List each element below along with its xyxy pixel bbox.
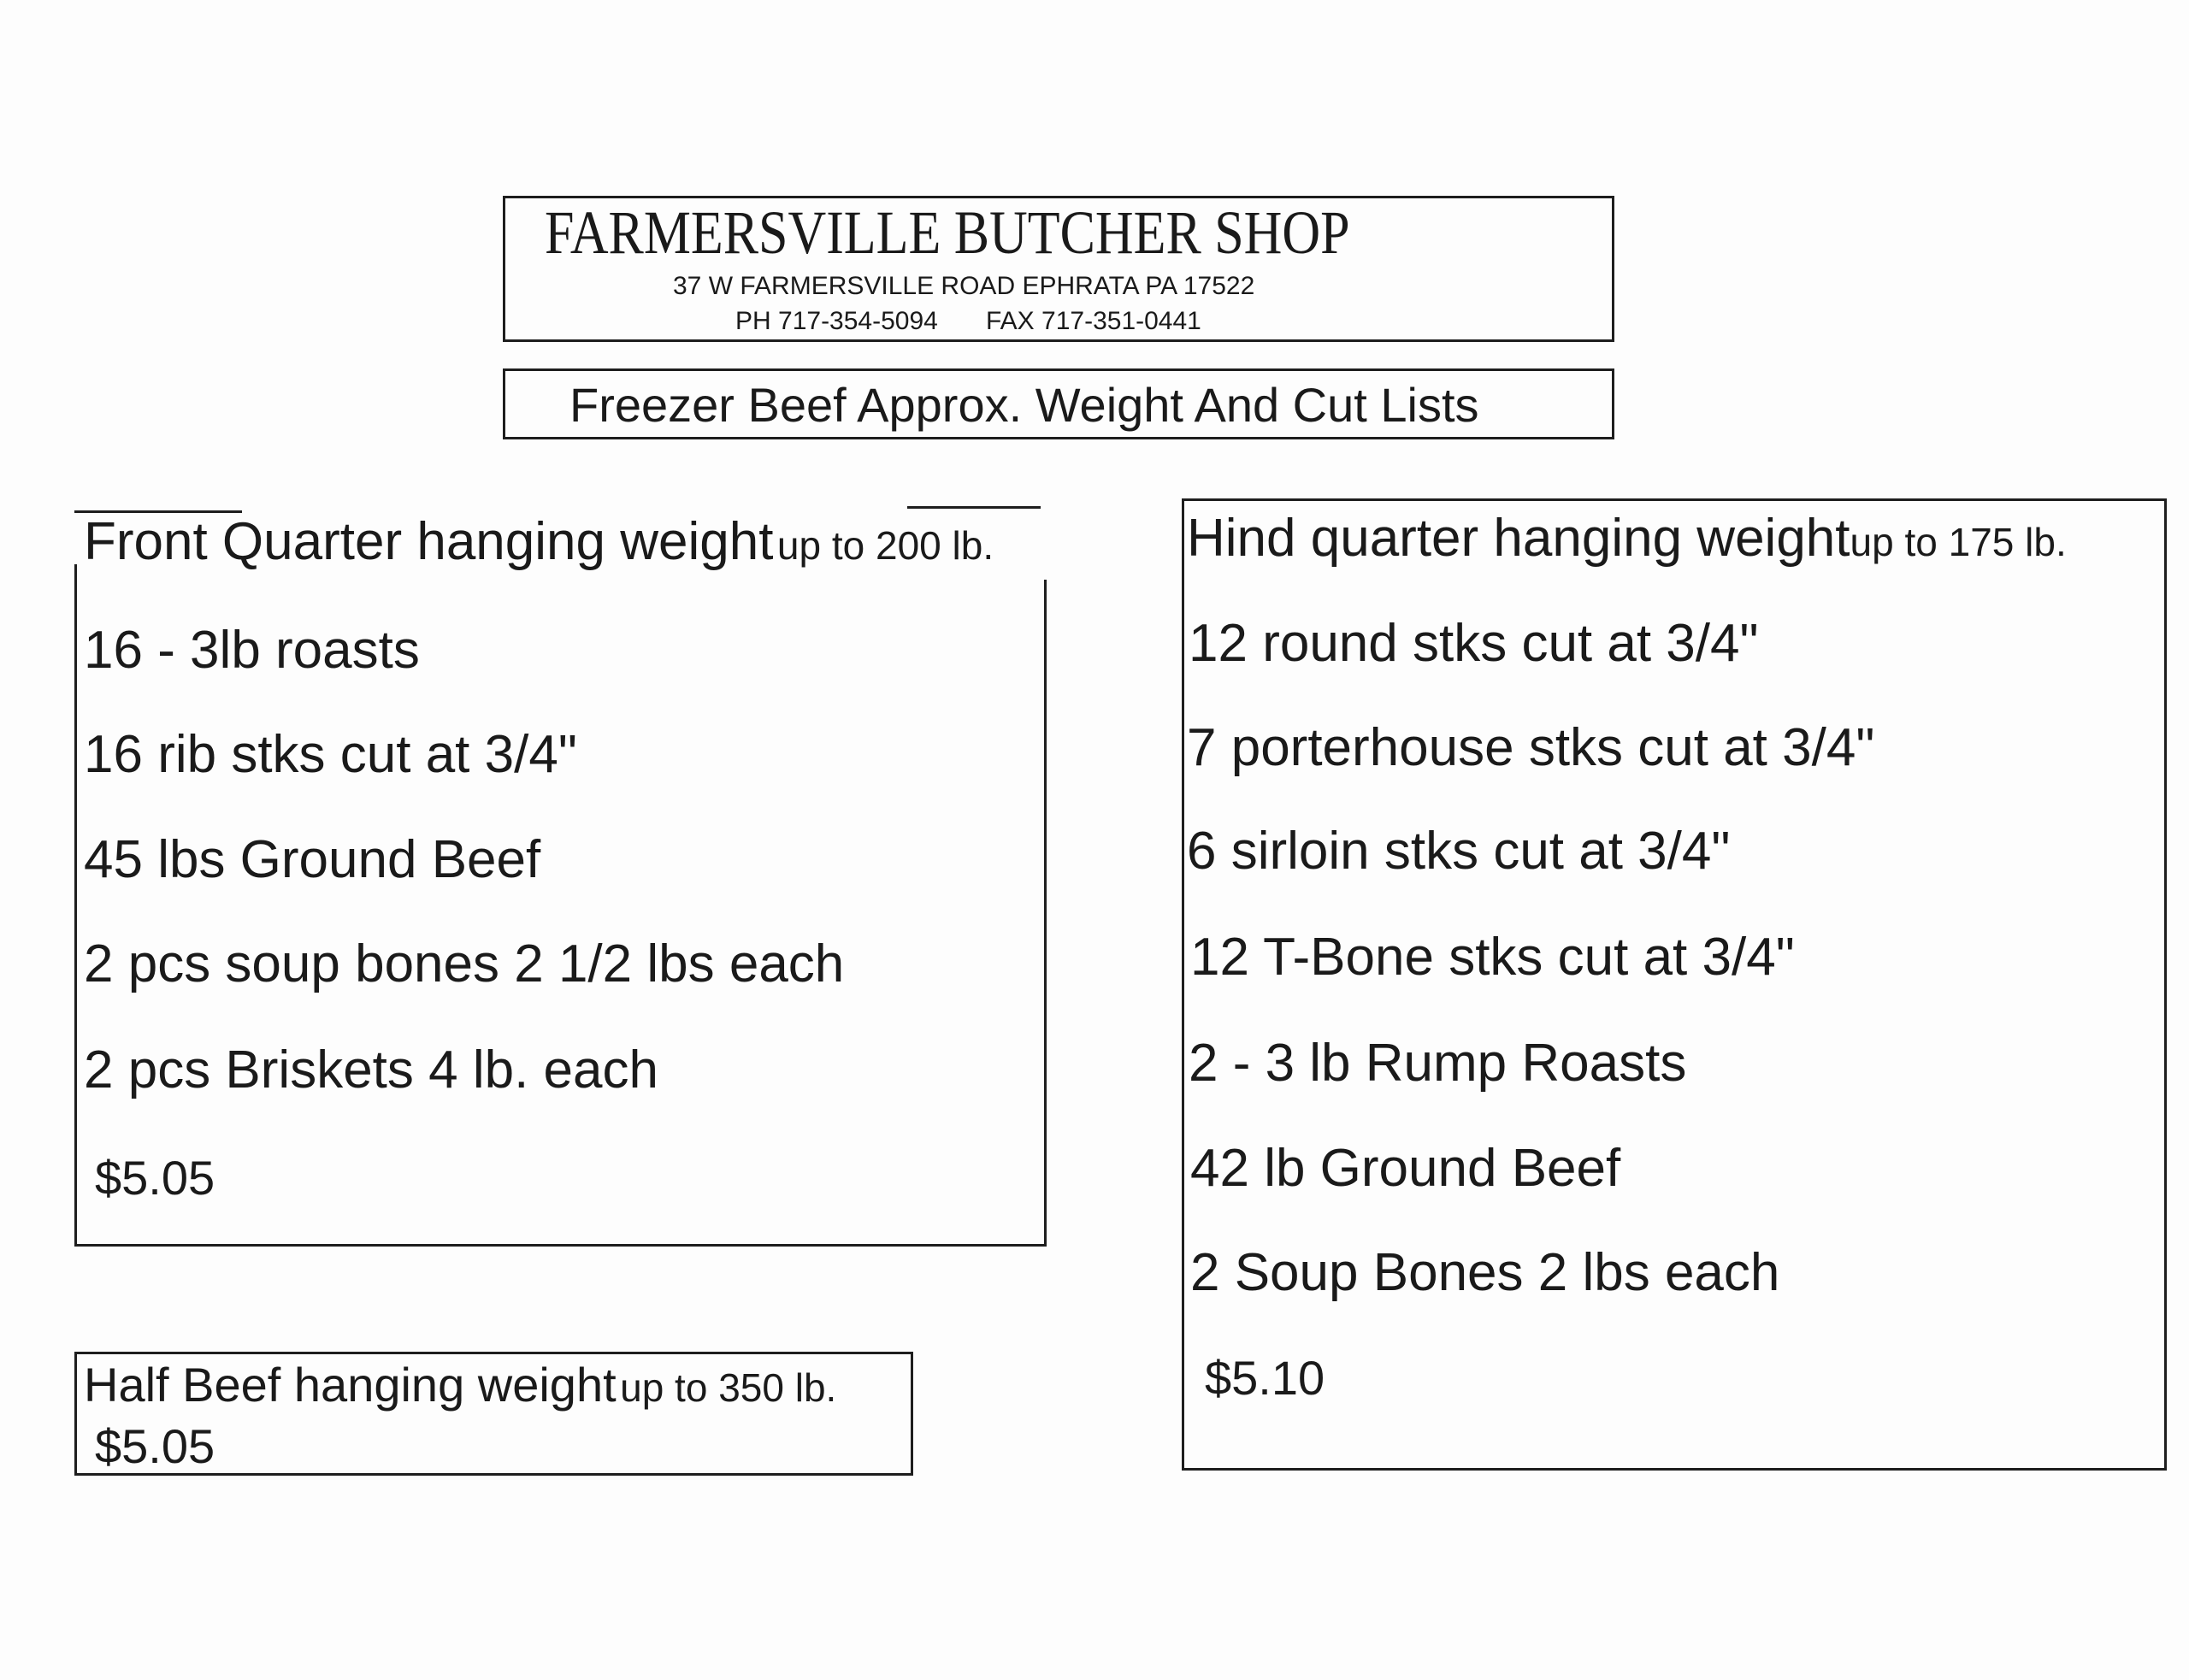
front-box-bottom <box>74 1244 1047 1247</box>
hind-item: 42 lb Ground Beef <box>1190 1139 1621 1198</box>
front-box-left <box>74 564 77 1246</box>
hind-item: 7 porterhouse stks cut at 3/4" <box>1187 718 1875 777</box>
front-item: 2 pcs Briskets 4 lb. each <box>84 1040 658 1099</box>
front-item: 2 pcs soup bones 2 1/2 lbs each <box>84 934 845 993</box>
half-beef-price: $5.05 <box>95 1419 215 1473</box>
front-item: 16 rib stks cut at 3/4" <box>84 725 577 784</box>
subtitle: Freezer Beef Approx. Weight And Cut Lists <box>569 378 1479 432</box>
shop-name: FARMERSVILLE BUTCHER SHOP <box>545 198 1350 267</box>
hind-item: 2 - 3 lb Rump Roasts <box>1189 1034 1687 1093</box>
hind-quarter-limit: up to 175 lb. <box>1850 520 2067 564</box>
hind-item: 6 sirloin stks cut at 3/4" <box>1187 822 1731 881</box>
hind-item: 2 Soup Bones 2 lbs each <box>1190 1243 1780 1302</box>
front-price: $5.05 <box>95 1151 215 1205</box>
front-top-line-right <box>907 506 1041 509</box>
shop-address: 37 W FARMERSVILLE ROAD EPHRATA PA 17522 <box>673 272 1255 300</box>
hind-item: 12 T-Bone stks cut at 3/4" <box>1190 928 1795 987</box>
hind-quarter-title: Hind quarter hanging weight <box>1187 509 1850 568</box>
front-quarter-limit: up to 200 lb. <box>776 523 994 568</box>
shop-fax: FAX 717-351-0441 <box>986 307 1201 335</box>
hind-item: 12 round stks cut at 3/4" <box>1189 614 1759 673</box>
front-item: 16 - 3lb roasts <box>84 621 420 680</box>
front-item: 45 lbs Ground Beef <box>84 830 541 889</box>
half-beef-title: Half Beef hanging weight <box>84 1358 617 1412</box>
front-box-right <box>1044 580 1047 1246</box>
hind-quarter-heading <box>1187 509 2067 582</box>
shop-phone: PH 717-354-5094 <box>735 307 938 335</box>
half-beef-limit: up to 350 lb. <box>620 1365 837 1410</box>
front-quarter-title: Front Quarter hanging weight <box>84 512 774 571</box>
front-quarter-heading <box>84 512 994 586</box>
hind-price: $5.10 <box>1205 1351 1325 1405</box>
